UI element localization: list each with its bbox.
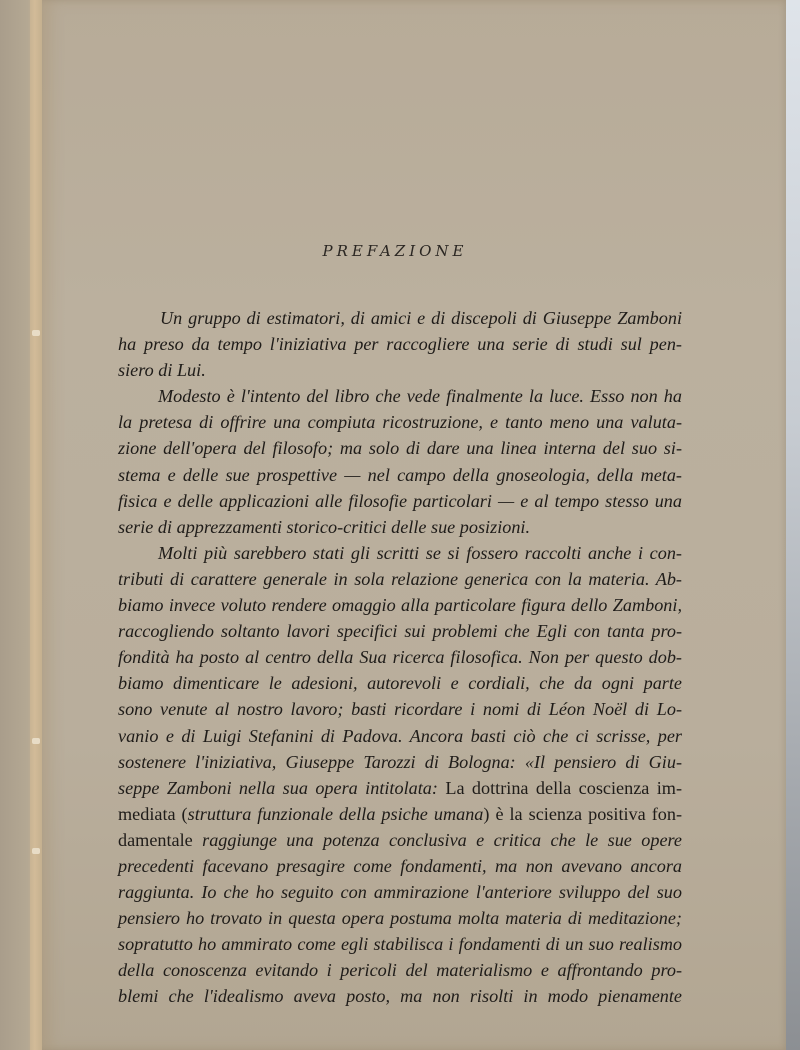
text-line: biamo dimenticare le adesioni, autorevoli e cordiali, che da ogni parte: [118, 673, 682, 694]
text-line: [118, 775, 682, 801]
text-line: fisica e delle applicazioni alle filosofie particolari — e al tempo stesso una: [118, 490, 682, 511]
spine-fold: [30, 0, 42, 1050]
text-line: serie di apprezzamenti storico-critici delle sue posizioni.: [118, 516, 531, 537]
text-line: Un gruppo di estimatori, di amici e di discepoli di Giuseppe Zamboni: [160, 308, 682, 328]
paragraph: [118, 383, 682, 540]
text-line: Modesto è l'intento del libro che vede finalmente la luce. Esso non ha: [158, 386, 682, 407]
text-line: vanio e di Luigi Stefanini di Padova. Ancora basti ciò che ci scrisse, per: [118, 725, 682, 746]
text-line: della conoscenza evitando i pericoli del materialismo e affrontando pro-: [118, 960, 682, 981]
text-line: blemi che l'idealismo aveva posto, ma non risolti in modo pienamente: [118, 986, 682, 1007]
text-line: precedenti facevano presagire come fondamenti, ma non avevano ancora: [118, 855, 682, 876]
text-line: tributi di carattere generale in sola relazione generica con la materia. Ab-: [118, 568, 682, 589]
book-title: mediata (: [118, 803, 188, 824]
paragraph: [118, 540, 683, 1010]
text-line: raccogliendo soltanto lavori specifici sui problemi che Egli con tanta pro-: [118, 621, 682, 642]
body-text: [118, 305, 683, 1010]
book-title: damentale: [118, 829, 203, 850]
text-line: siero di Lui.: [118, 360, 206, 381]
text-line: zione dell'opera del filosofo; ma solo di dare una linea interna del suo si-: [118, 438, 682, 459]
binding-stitch: [32, 738, 40, 744]
text-line: [118, 827, 682, 853]
text-line: sono venute al nostro lavoro; basti ricordare i nomi di Léon Noël di Lo-: [118, 699, 682, 720]
quote-italic: seppe Zamboni nella sua opera intitolata:: [118, 777, 438, 798]
binding-stitch: [32, 848, 40, 854]
book-title: ) è la scienza positiva fon-: [483, 803, 683, 824]
text-line: Molti più sarebbero stati gli scritti se si fossero raccolti anche i con-: [158, 542, 682, 563]
binding-stitch: [32, 330, 40, 336]
text-line: sopratutto ho ammirato come egli stabilisca i fondamenti di un suo realismo: [118, 934, 682, 955]
text-line: raggiunta. Io che ho seguito con ammirazione l'anteriore sviluppo del suo: [118, 882, 682, 903]
text-line: ha preso da tempo l'iniziativa per raccogliere una serie di studi sul pen-: [118, 334, 682, 355]
text-line: stema e delle sue prospettive — nel campo della gnoseologia, della meta-: [118, 464, 682, 485]
text-line: pensiero ho trovato in questa opera postuma molta materia di meditazione;: [118, 908, 682, 929]
paragraph: [118, 305, 682, 383]
page-title: PREFAZIONE: [322, 242, 468, 260]
text-line: fondità ha posto al centro della Sua ricerca filosofica. Non per questo dob-: [118, 647, 682, 668]
text-line: [118, 801, 682, 827]
text-line: la pretesa di offrire una compiuta ricostruzione, e tanto meno una valuta-: [118, 412, 682, 433]
text-line: sostenere l'iniziativa, Giuseppe Tarozzi di Bologna: «Il pensiero di Giu-: [118, 751, 682, 772]
background-surface: [786, 0, 800, 1050]
book-title: La dottrina della coscienza im-: [437, 777, 682, 798]
book-subtitle: struttura funzionale della psiche umana: [187, 803, 484, 824]
text-line: biamo invece voluto rendere omaggio alla particolare figura dello Zamboni,: [118, 595, 682, 616]
left-page-edge: [0, 0, 34, 1050]
quote-italic: raggiunge una potenza conclusiva e critica che le sue opere: [202, 829, 683, 850]
